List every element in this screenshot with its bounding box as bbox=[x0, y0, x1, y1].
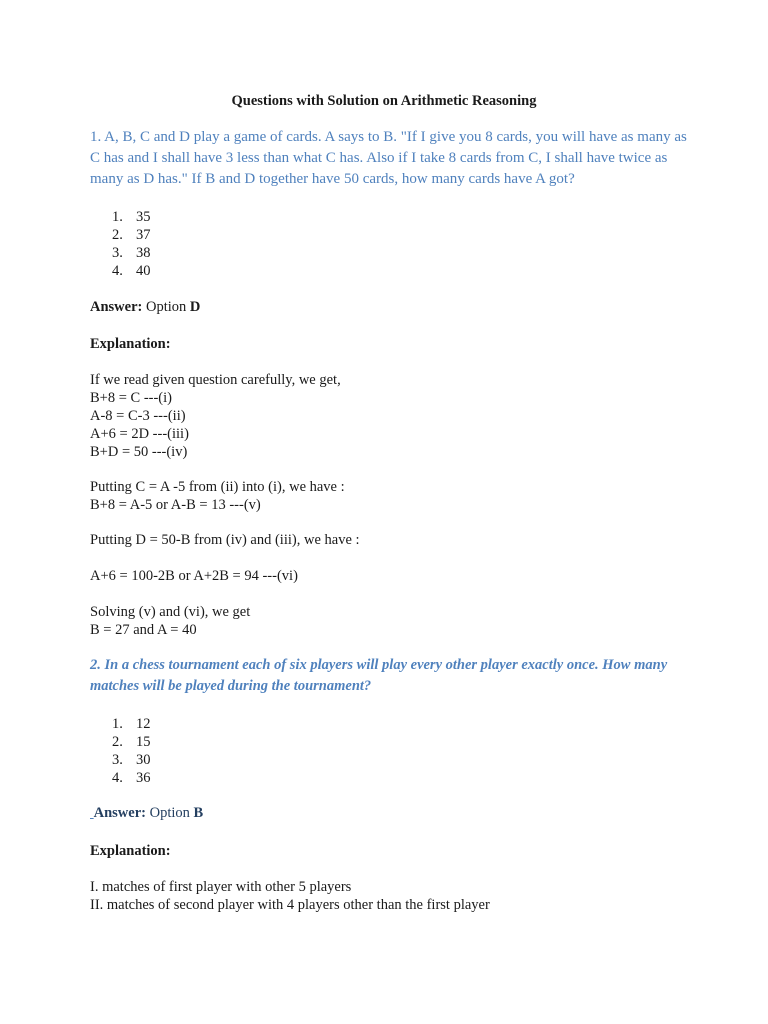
question-1-text: 1. A, B, C and D play a game of cards. A says to B. "If I give you 8 cards, you will have as many as C has and I shall have 3 less than what C has. Also if I take 8 cards from C, I shall have twice as many as D has." If B and D together have 50 cards, how many cards have A got? bbox=[90, 129, 687, 187]
question-1-explanation-label: Explanation: bbox=[90, 336, 171, 352]
option-item: 1. 35 bbox=[112, 209, 151, 225]
option-item: 2. 15 bbox=[112, 734, 151, 750]
option-item: 1. 12 bbox=[112, 716, 151, 732]
option-item: 4. 40 bbox=[112, 263, 151, 279]
page-title: Questions with Solution on Arithmetic Reasoning bbox=[231, 93, 537, 109]
explanation-block: If we read given question carefully, we get, B+8 = C ---(i) A-8 = C-3 ---(ii) A+6 = 2D ---(iii) B+D = 50 ---(iv) bbox=[90, 372, 341, 460]
question-2-options bbox=[112, 715, 151, 787]
option-item: 2. 37 bbox=[112, 227, 151, 243]
explanation-block: A+6 = 100-2B or A+2B = 94 ---(vi) bbox=[90, 568, 298, 584]
option-item: 4. 36 bbox=[112, 770, 151, 786]
question-2-text: 2. In a chess tournament each of six players will play every other player exactly once. How many matches will be played during the tournament? bbox=[90, 657, 668, 694]
option-item: 3. 30 bbox=[112, 752, 151, 768]
explanation-block: Putting C = A -5 from (ii) into (i), we have : B+8 = A-5 or A-B = 13 ---(v) bbox=[90, 479, 345, 513]
explanation-block: Solving (v) and (vi), we get B = 27 and A = 40 bbox=[90, 604, 251, 638]
question-1-options bbox=[112, 208, 151, 280]
explanation-block: Putting D = 50-B from (iv) and (iii), we have : bbox=[90, 532, 360, 548]
question-2-answer: Answer: Option B bbox=[93, 805, 204, 821]
option-item: 3. 38 bbox=[112, 245, 151, 261]
question-2-explanation-label: Explanation: bbox=[90, 843, 171, 859]
explanation-block: I. matches of first player with other 5 players II. matches of second player with 4 players other than the first player bbox=[90, 879, 490, 913]
question-1-answer: Answer: Option D bbox=[90, 299, 201, 315]
